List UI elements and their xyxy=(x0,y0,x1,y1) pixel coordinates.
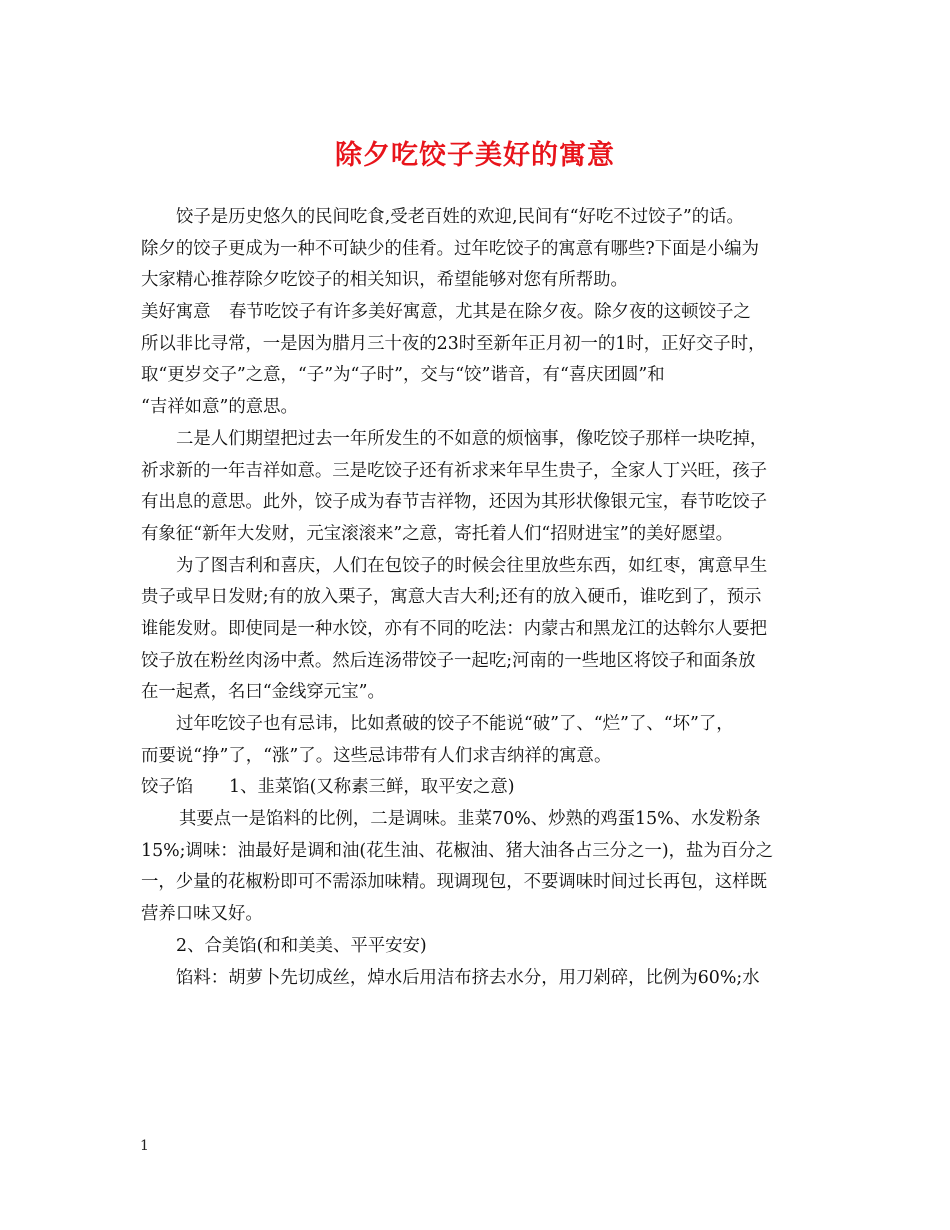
paragraph-line: 大家精心推荐除夕吃饺子的相关知识，希望能够对您有所帮助。 xyxy=(141,270,628,291)
paragraph-line: 有象征“新年大发财，元宝滚滚来”之意，寄托着人们“招财进宝”的美好愿望。 xyxy=(141,523,734,544)
paragraph-line: 馅料：胡萝卜先切成丝，焯水后用洁布挤去水分，用刀剁碎，比例为60%;水 xyxy=(176,967,760,988)
paragraph-line: 春节吃饺子有许多美好寓意，尤其是在除夕夜。除夕夜的这顿饺子之 xyxy=(229,302,751,323)
section-line-meaning xyxy=(141,297,811,329)
page-number: 1 xyxy=(140,1138,149,1154)
paragraph-line: 过年吃饺子也有忌讳，比如煮破的饺子不能说“破”了、“烂”了、“坏”了， xyxy=(176,714,734,734)
paragraph-line: 在一起煮，名曰“金线穿元宝”。 xyxy=(141,682,385,703)
paragraph-line: 除夕的饺子更成为一种不可缺少的佳肴。过年吃饺子的寓意有哪些?下面是小编为 xyxy=(141,238,759,259)
paragraph-line: 1、韭菜馅(又称素三鲜，取平安之意) xyxy=(229,777,515,798)
document-title: 除夕吃饺子美好的寓意 xyxy=(335,140,615,171)
section-label-filling: 饺子馅 xyxy=(141,777,194,798)
paragraph-line: 贵子或早日发财;有的放入栗子，寓意大吉大利;还有的放入硬币，谁吃到了，预示 xyxy=(141,587,762,608)
paragraph-line: 取“更岁交子”之意，“子”为“子时”，交与“饺”谐音，有“喜庆团圆”和 xyxy=(141,365,665,386)
paragraph-line: 饺子放在粉丝肉汤中煮。然后连汤带饺子一起吃;河南的一些地区将饺子和面条放 xyxy=(141,650,756,671)
paragraph-line: 营养口味又好。 xyxy=(141,904,263,925)
paragraph-line: 祈求新的一年吉祥如意。三是吃饺子还有祈求来年早生贵子，全家人丁兴旺，孩子 xyxy=(141,460,768,481)
section-line-filling xyxy=(141,772,811,804)
paragraph-line: 为了图吉利和喜庆，人们在包饺子的时候会往里放些东西，如红枣，寓意早生 xyxy=(176,555,768,576)
paragraph-line: 有出息的意思。此外，饺子成为春节吉祥物，还因为其形状像银元宝，春节吃饺子 xyxy=(141,492,768,513)
paragraph-line: 谁能发财。即使同是一种水饺，亦有不同的吃法：内蒙古和黑龙江的达斡尔人要把 xyxy=(141,618,768,639)
paragraph-line: 饺子是历史悠久的民间吃食,受老百姓的欢迎,民间有“好吃不过饺子”的话。 xyxy=(176,207,744,227)
paragraph-line: 一，少量的花椒粉即可不需添加味精。现调现包，不要调味时间过长再包，这样既 xyxy=(141,872,768,893)
paragraph-line: 所以非比寻常，一是因为腊月三十夜的23时至新年正月初一的1时，正好交子时， xyxy=(141,333,766,354)
paragraph-line: 而要说“挣”了，“涨”了。这些忌讳带有人们求吉纳祥的寓意。 xyxy=(141,745,612,766)
document-body xyxy=(141,202,811,994)
paragraph-line: “吉祥如意”的意思。 xyxy=(141,397,298,418)
paragraph-line: 其要点一是馅料的比例，二是调味。韭菜70%、炒熟的鸡蛋15%、水发粉条 xyxy=(179,809,761,830)
section-label-meaning: 美好寓意 xyxy=(141,302,211,323)
paragraph-line: 二是人们期望把过去一年所发生的不如意的烦恼事，像吃饺子那样一块吃掉， xyxy=(176,428,768,449)
paragraph-line: 15%;调味：油最好是调和油(花生油、花椒油、猪大油各占三分之一)，盐为百分之 xyxy=(141,840,773,861)
paragraph-line: 2、合美馅(和和美美、平平安安) xyxy=(176,935,427,956)
